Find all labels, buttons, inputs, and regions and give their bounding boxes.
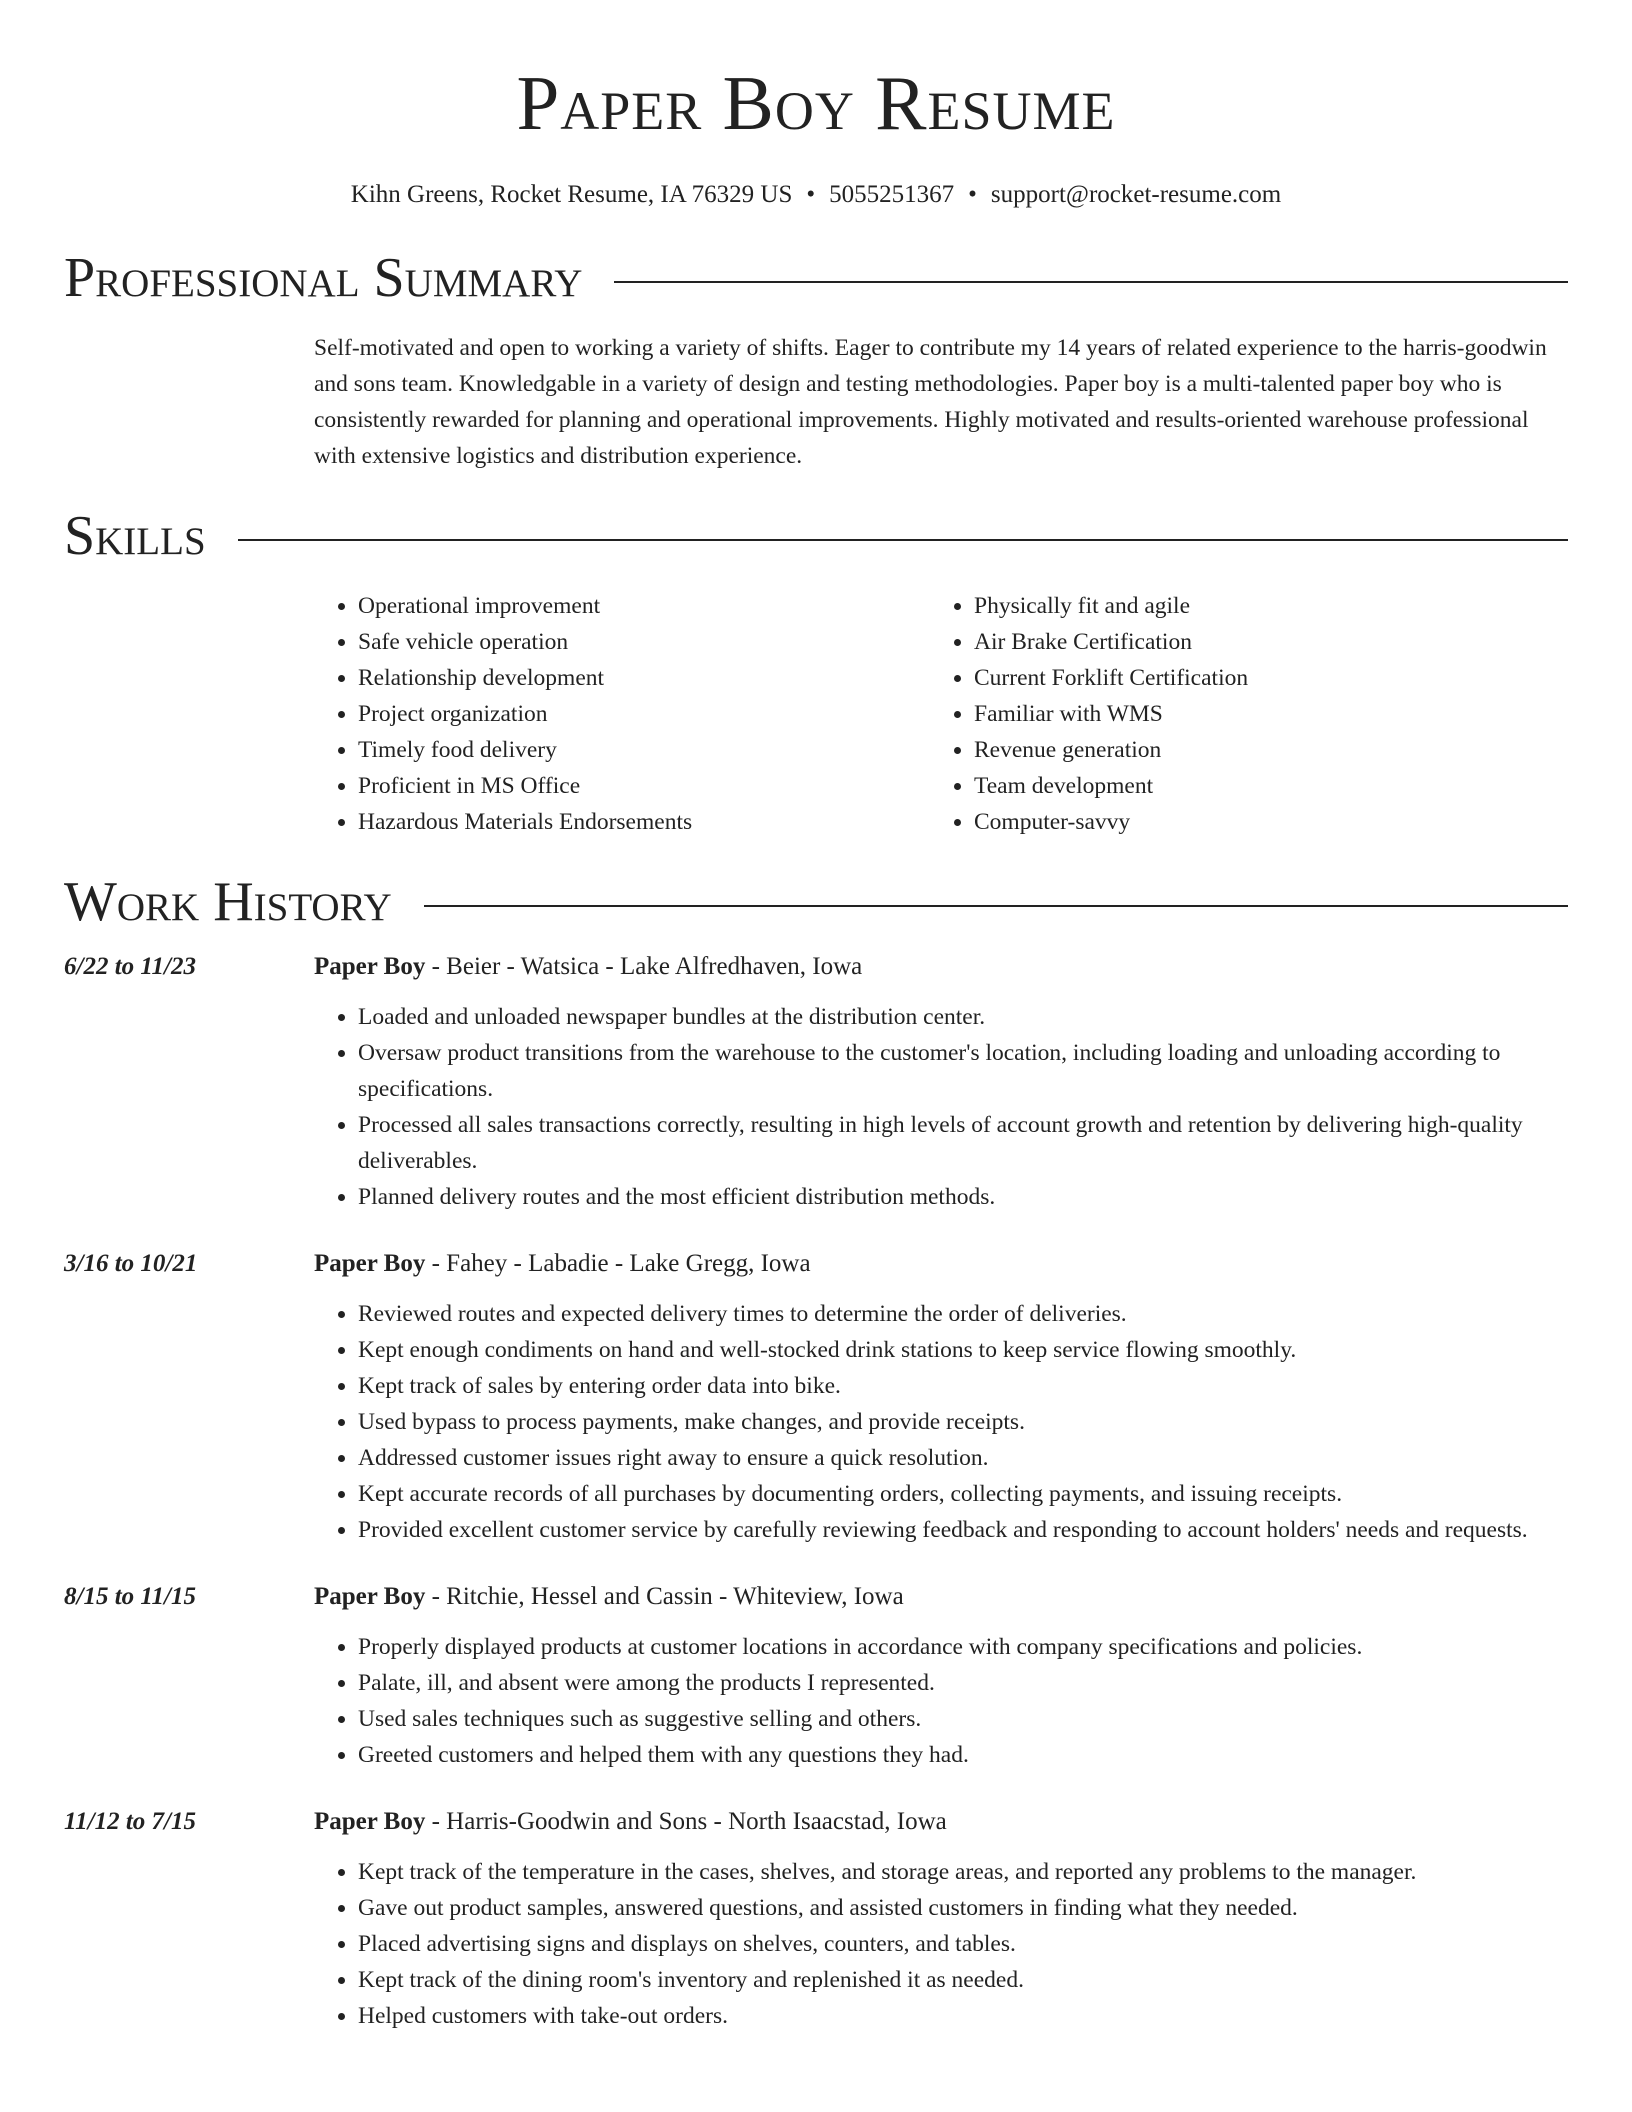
contact-separator: •	[968, 181, 977, 208]
job-entry	[64, 1805, 1568, 2034]
summary-body	[314, 330, 1564, 474]
job-bullet: • Oversaw product transitions from the warehouse to the customer's location, including loading and unloading according to specifications.	[358, 1035, 1564, 1107]
job-entry	[64, 1247, 1568, 1548]
job-duties	[314, 1629, 1564, 1773]
job-bullet: • Greeted customers and helped them with any questions they had.	[358, 1737, 1564, 1773]
job-bullet: • Used bypass to process payments, make changes, and provide receipts.	[358, 1404, 1564, 1440]
skills-heading: Skills	[64, 505, 206, 567]
section-divider	[238, 539, 1568, 541]
job-bullet: • Kept track of the temperature in the cases, shelves, and storage areas, and reported any problems to the manager.	[358, 1854, 1564, 1890]
job-bullet: • Helped customers with take-out orders.	[358, 1998, 1564, 2034]
job-duties	[314, 1854, 1564, 2034]
job-bullet: • Addressed customer issues right away to ensure a quick resolution.	[358, 1440, 1564, 1476]
job-title-line	[314, 1805, 947, 1839]
section-divider	[424, 905, 1568, 907]
job-bullet-list	[314, 1854, 1564, 2034]
job-employer: - Harris-Goodwin and Sons - North Isaacstad, Iowa	[425, 1808, 947, 1835]
job-bullet: • Kept track of the dining room's inventory and replenished it as needed.	[358, 1962, 1564, 1998]
skill-item: • Team development	[974, 768, 1564, 804]
job-bullet: • Provided excellent customer service by carefully reviewing feedback and responding to account holders' needs and requests.	[358, 1512, 1564, 1548]
job-bullet: • Planned delivery routes and the most efficient distribution methods.	[358, 1179, 1564, 1215]
job-employer: - Fahey - Labadie - Lake Gregg, Iowa	[425, 1250, 811, 1277]
contact-address: Kihn Greens, Rocket Resume, IA 76329 US	[350, 181, 793, 208]
job-bullet: • Gave out product samples, answered questions, and assisted customers in finding what they needed.	[358, 1890, 1564, 1926]
skill-item: • Computer-savvy	[974, 804, 1564, 840]
skill-item: • Familiar with WMS	[974, 696, 1564, 732]
skill-item: • Air Brake Certification	[974, 624, 1564, 660]
job-employer: - Ritchie, Hessel and Cassin - Whiteview, Iowa	[425, 1583, 904, 1610]
job-bullet: • Reviewed routes and expected delivery times to determine the order of deliveries.	[358, 1296, 1564, 1332]
skill-item: • Proficient in MS Office	[358, 768, 930, 804]
skill-item: • Timely food delivery	[358, 732, 930, 768]
job-duties	[314, 999, 1564, 1215]
section-divider	[614, 281, 1568, 283]
job-bullet-list	[314, 999, 1564, 1215]
skill-item: • Revenue generation	[974, 732, 1564, 768]
job-role: Paper Boy	[314, 953, 426, 980]
contact-line	[64, 180, 1568, 210]
skill-item: • Physically fit and agile	[974, 588, 1564, 624]
contact-email: support@rocket-resume.com	[990, 181, 1282, 208]
skills-section-header	[64, 504, 1568, 568]
skill-item: • Project organization	[358, 696, 930, 732]
contact-phone: 5055251367	[829, 181, 955, 208]
summary-heading: Professional Summary	[64, 247, 583, 309]
summary-text: Self-motivated and open to working a variety of shifts. Eager to contribute my 14 years of related experience to the harris-goodwin and sons team. Knowledgable in a variety of design and testing methodologies. Paper boy is a multi-talented paper boy who is consistently rewarded for planning and operational improvements. Highly motivated and results-oriented warehouse professional with extensive logistics and distribution experience.	[314, 335, 1547, 469]
job-duties	[314, 1296, 1564, 1548]
job-bullet: • Placed advertising signs and displays on shelves, counters, and tables.	[358, 1926, 1564, 1962]
job-header	[64, 1805, 1568, 1839]
skills-list	[314, 588, 1564, 840]
skill-item: • Current Forklift Certification	[974, 660, 1564, 696]
skill-item: • Hazardous Materials Endorsements	[358, 804, 930, 840]
job-role: Paper Boy	[314, 1583, 426, 1610]
skills-column-right	[930, 588, 1564, 840]
job-header	[64, 1580, 1568, 1614]
job-bullet: • Kept track of sales by entering order data into bike.	[358, 1368, 1564, 1404]
job-role: Paper Boy	[314, 1250, 426, 1277]
job-bullet: • Used sales techniques such as suggestive selling and others.	[358, 1701, 1564, 1737]
skill-item: • Relationship development	[358, 660, 930, 696]
job-dates: 6/22 to 11/23	[64, 953, 196, 980]
skill-item: • Operational improvement	[358, 588, 930, 624]
job-bullet-list	[314, 1629, 1564, 1773]
contact-separator: •	[806, 181, 816, 208]
skills-column-left	[314, 588, 930, 840]
job-employer: - Beier - Watsica - Lake Alfredhaven, Iowa	[425, 953, 863, 980]
job-title-line	[314, 950, 862, 984]
work-section-header	[64, 870, 1568, 934]
resume-title: Paper Boy Resume	[516, 60, 1116, 146]
job-bullet-list	[314, 1296, 1564, 1548]
job-bullet: • Kept enough condiments on hand and well-stocked drink stations to keep service flowing smoothly.	[358, 1332, 1564, 1368]
job-header	[64, 950, 1568, 984]
summary-section-header	[64, 246, 1568, 310]
job-entry	[64, 950, 1568, 1215]
job-role: Paper Boy	[314, 1808, 426, 1835]
job-title-line	[314, 1580, 904, 1614]
job-title-line	[314, 1247, 811, 1281]
job-bullet: • Processed all sales transactions correctly, resulting in high levels of account growth and retention by delivering high-quality deliverables.	[358, 1107, 1564, 1179]
work-heading: Work History	[64, 871, 392, 933]
skill-item: • Safe vehicle operation	[358, 624, 930, 660]
job-bullet: • Loaded and unloaded newspaper bundles at the distribution center.	[358, 999, 1564, 1035]
job-dates: 3/16 to 10/21	[64, 1250, 198, 1277]
job-dates: 8/15 to 11/15	[64, 1583, 196, 1610]
job-header	[64, 1247, 1568, 1281]
job-dates: 11/12 to 7/15	[64, 1808, 196, 1835]
job-bullet: • Palate, ill, and absent were among the products I represented.	[358, 1665, 1564, 1701]
job-entry	[64, 1580, 1568, 1773]
job-bullet: • Properly displayed products at customer locations in accordance with company specifications and policies.	[358, 1629, 1564, 1665]
job-bullet: • Kept accurate records of all purchases by documenting orders, collecting payments, and issuing receipts.	[358, 1476, 1564, 1512]
